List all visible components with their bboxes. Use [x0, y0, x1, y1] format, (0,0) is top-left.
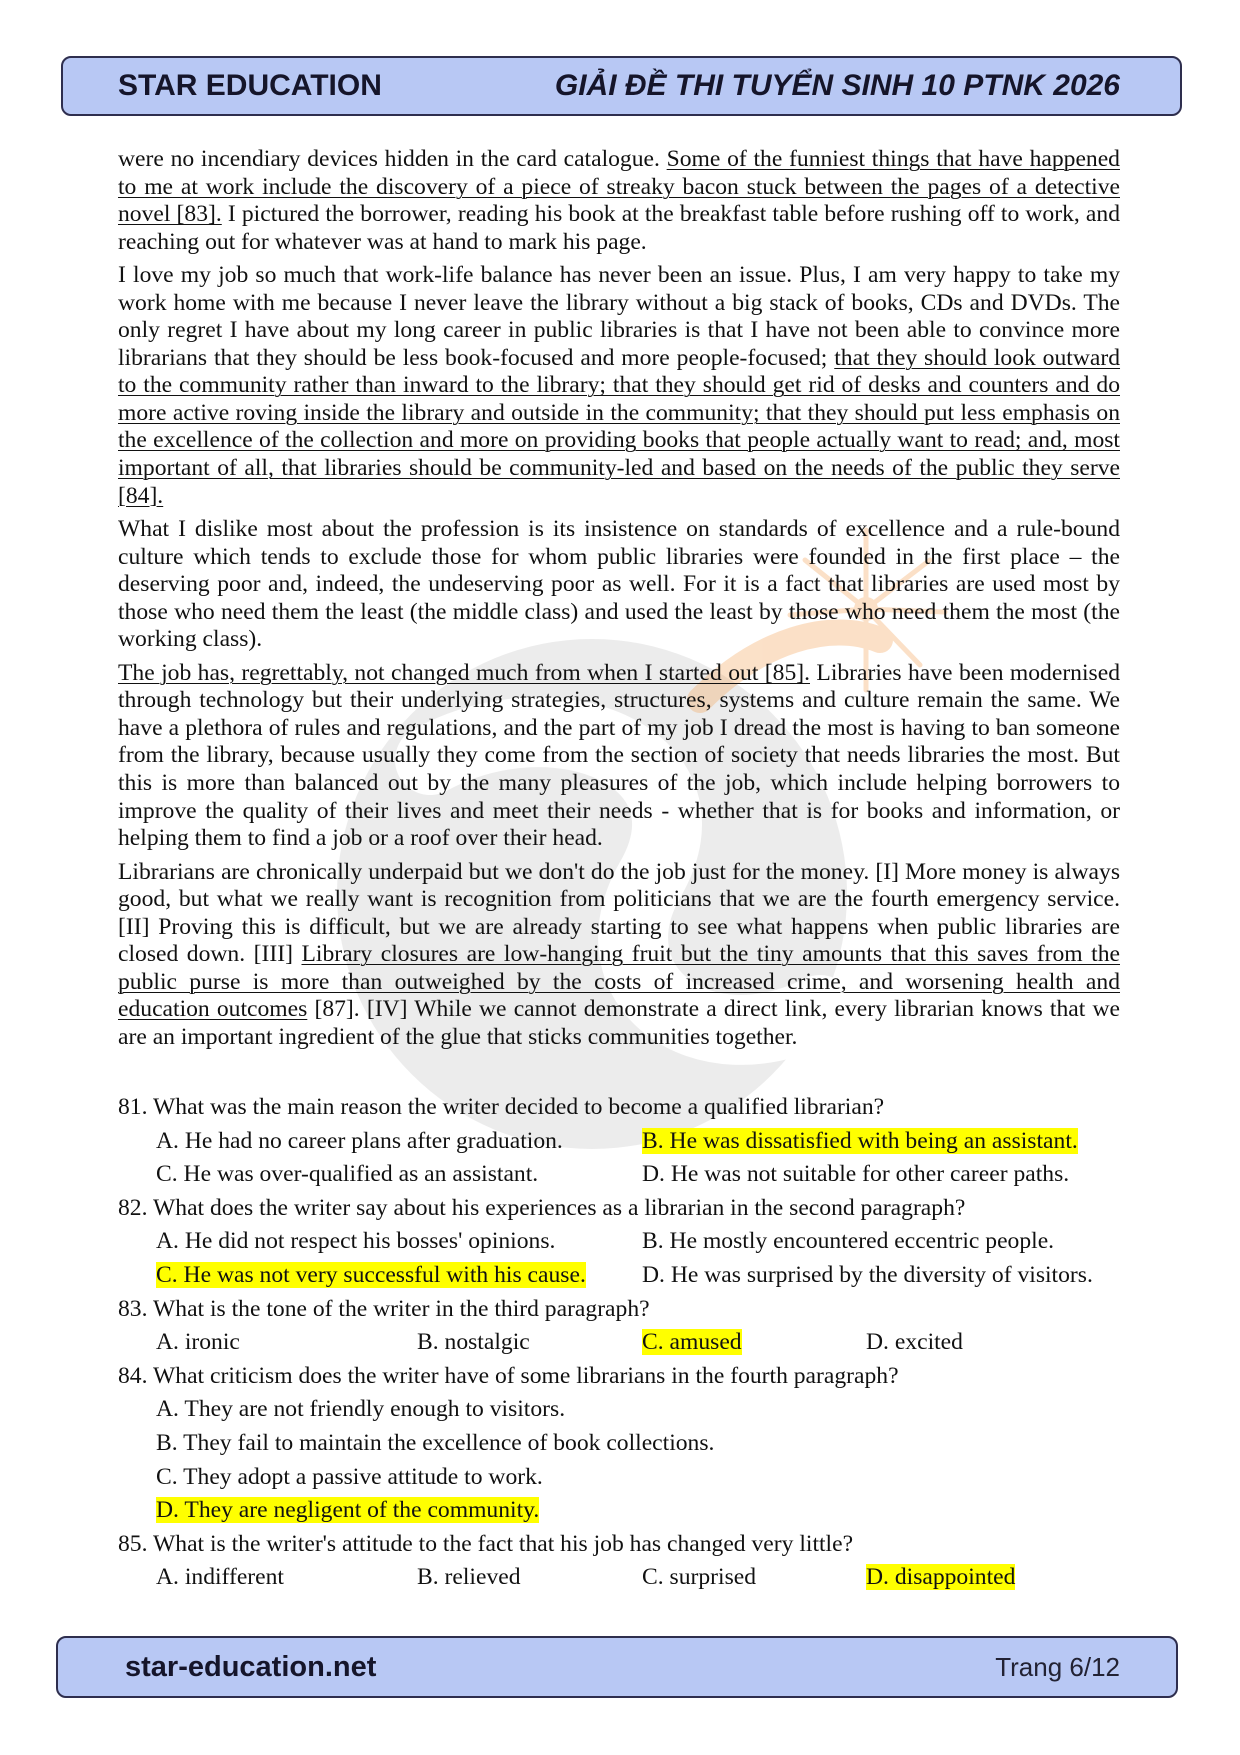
question-list — [118, 1091, 1120, 1595]
answer-option-text: B. He mostly encountered eccentric people. — [642, 1228, 1055, 1255]
footer-website: star-education.net — [125, 1651, 377, 1683]
answer-options — [118, 1393, 1120, 1527]
answer-option-a — [156, 1125, 642, 1159]
question-text: What does the writer say about his experiences as a librarian in the second paragraph? — [153, 1194, 966, 1221]
answer-option-text: A. ironic — [156, 1329, 240, 1356]
reading-passage — [118, 146, 1120, 1058]
answer-option-d — [642, 1259, 1120, 1293]
answer-option-b — [417, 1561, 642, 1595]
passage-paragraph-5 — [118, 859, 1120, 1052]
question-84 — [118, 1360, 1120, 1528]
answer-option-text: B. nostalgic — [417, 1329, 530, 1356]
answer-option-c — [156, 1259, 642, 1293]
passage-text: [87]. [IV] While we cannot demonstrate a direct link, every librarian knows that we are an important ingredient of the glue that sticks communities together. — [118, 996, 1120, 1050]
answer-options — [118, 1125, 1120, 1192]
answer-option-b — [417, 1326, 642, 1360]
answer-option-text: C. He was over-qualified as an assistant. — [156, 1161, 539, 1188]
passage-paragraph-2 — [118, 262, 1120, 510]
answer-option-text: A. He had no career plans after graduation. — [156, 1127, 563, 1154]
answer-option-c — [642, 1561, 866, 1595]
answer-option-d — [156, 1494, 1120, 1528]
answer-option-text: A. indifferent — [156, 1564, 284, 1591]
answer-option-c — [642, 1326, 866, 1360]
answer-option-text: B. relieved — [417, 1564, 521, 1591]
question-stem — [118, 1293, 1120, 1327]
page-footer — [56, 1636, 1178, 1698]
answer-option-text: D. disappointed — [866, 1564, 1016, 1591]
question-stem — [118, 1091, 1120, 1125]
answer-option-text: B. He was dissatisfied with being an assistant. — [642, 1127, 1078, 1154]
passage-underlined-text: Library closures are low-hanging fruit but the tiny amounts that this saves from the public purse is more than outweighed by the costs of increased crime, and worsening health and education outcomes — [118, 941, 1120, 1023]
question-number: 81. — [118, 1094, 148, 1120]
question-text: What is the writer's attitude to the fact that his job has changed very little? — [153, 1530, 854, 1557]
answer-options — [118, 1225, 1120, 1292]
answer-option-b — [642, 1225, 1120, 1259]
answer-option-c — [156, 1158, 642, 1192]
answer-option-d — [866, 1326, 1120, 1360]
passage-paragraph-1 — [118, 146, 1120, 256]
page-number: Trang 6/12 — [995, 1652, 1120, 1682]
answer-option-b — [156, 1427, 1120, 1461]
answer-option-text: C. He was not very successful with his cause. — [156, 1261, 586, 1288]
answer-option-text: D. excited — [866, 1329, 963, 1356]
passage-text: What I dislike most about the profession is its insistence on standards of excellence and a rule-bound culture which tends to exclude those for whom public libraries were founded in the first place – the deserving poor and, indeed, the undeserving poor as well. For it is a fact that libraries are used most by those who need them the least (the middle class) and used the least by those who need them the most (the working class). — [118, 516, 1120, 653]
answer-option-text: D. They are negligent of the community. — [156, 1497, 540, 1524]
question-83 — [118, 1293, 1120, 1360]
question-number: 82. — [118, 1194, 148, 1221]
passage-text: Libraries have been modernised through technology but their underlying strategies, structures, systems and culture remain the same. We have a plethora of rules and regulations, and the part of my job I dread the most is having to ban someone from the library, because usually they come from the section of society that needs libraries the most. But this is more than balanced out by the many pleasures of the job, which include helping borrowers to improve the quality of their lives and meet their needs - whether that is for books and information, or helping them to find a job or a roof over their head. — [118, 659, 1120, 852]
passage-underlined-text: The job has, regrettably, not changed much from when I started out [85]. — [118, 659, 810, 686]
page-header — [61, 56, 1182, 116]
question-number: 83. — [118, 1295, 148, 1322]
passage-paragraph-3 — [118, 516, 1120, 654]
question-81 — [118, 1091, 1120, 1192]
question-number: 85. — [118, 1530, 148, 1557]
passage-text: Librarians are chronically underpaid but we don't do the job just for the money. [I] More money is always good, but what we really want is recognition from politicians that we are the fourth emergency service. [II] Proving this is difficult, but we are already starting to see what happens when public libraries are closed down. [III] — [118, 858, 1120, 968]
question-stem — [118, 1528, 1120, 1562]
question-stem — [118, 1192, 1120, 1226]
passage-text: I pictured the borrower, reading his book at the breakfast table before rushing off to work, and reaching out for whatever was at hand to mark his page. — [118, 201, 1120, 255]
answer-option-a — [156, 1561, 417, 1595]
question-85 — [118, 1528, 1120, 1595]
passage-paragraph-4 — [118, 660, 1120, 853]
answer-option-c — [156, 1461, 1120, 1495]
passage-text: I love my job so much that work-life balance has never been an issue. Plus, I am very happy to take my work home with me because I never leave the library without a big stack of books, CDs and DVDs. The only regret I have about my long career in public libraries is that I have not been able to convince more librarians that they should be less book-focused and more people-focused; — [118, 262, 1120, 371]
answer-option-text: C. They adopt a passive attitude to work. — [156, 1463, 543, 1490]
answer-option-text: D. He was not suitable for other career paths. — [642, 1161, 1070, 1188]
answer-options — [118, 1561, 1120, 1595]
answer-option-text: D. He was surprised by the diversity of visitors. — [642, 1261, 1093, 1288]
answer-option-text: A. He did not respect his bosses' opinions. — [156, 1228, 556, 1255]
question-text: What criticism does the writer have of some librarians in the fourth paragraph? — [153, 1362, 899, 1389]
answer-option-d — [866, 1561, 1120, 1595]
passage-text: were no incendiary devices hidden in the card catalogue. — [118, 146, 667, 172]
brand-name: STAR EDUCATION — [118, 69, 382, 102]
question-text: What was the main reason the writer decided to become a qualified librarian? — [153, 1094, 885, 1120]
question-number: 84. — [118, 1362, 148, 1389]
question-text: What is the tone of the writer in the third paragraph? — [153, 1295, 650, 1322]
answer-option-text: A. They are not friendly enough to visitors. — [156, 1396, 566, 1423]
answer-option-a — [156, 1393, 1120, 1427]
answer-option-b — [642, 1125, 1120, 1159]
passage-underlined-text: Some of the funniest things that have happened to me at work include the discovery of a piece of streaky bacon stuck between the pages of a detective novel [83]. — [118, 146, 1120, 228]
answer-option-a — [156, 1225, 642, 1259]
answer-options — [118, 1326, 1120, 1360]
answer-option-a — [156, 1326, 417, 1360]
answer-option-text: C. surprised — [642, 1564, 757, 1591]
question-stem — [118, 1360, 1120, 1394]
answer-option-text: C. amused — [642, 1329, 742, 1356]
question-82 — [118, 1192, 1120, 1293]
answer-option-d — [642, 1158, 1120, 1192]
document-title: GIẢI ĐỀ THI TUYỂN SINH 10 PTNK 2026 — [554, 69, 1120, 102]
answer-option-text: B. They fail to maintain the excellence of book collections. — [156, 1429, 715, 1456]
passage-underlined-text: that they should look outward to the community rather than inward to the library; that they should get rid of desks and counters and do more active roving inside the library and outside in the community; that they should put less emphasis on the excellence of the collection and more on providing books that people actually want to read; and, most important of all, that libraries should be community-led and based on the needs of the public they serve [84]. — [118, 344, 1121, 509]
